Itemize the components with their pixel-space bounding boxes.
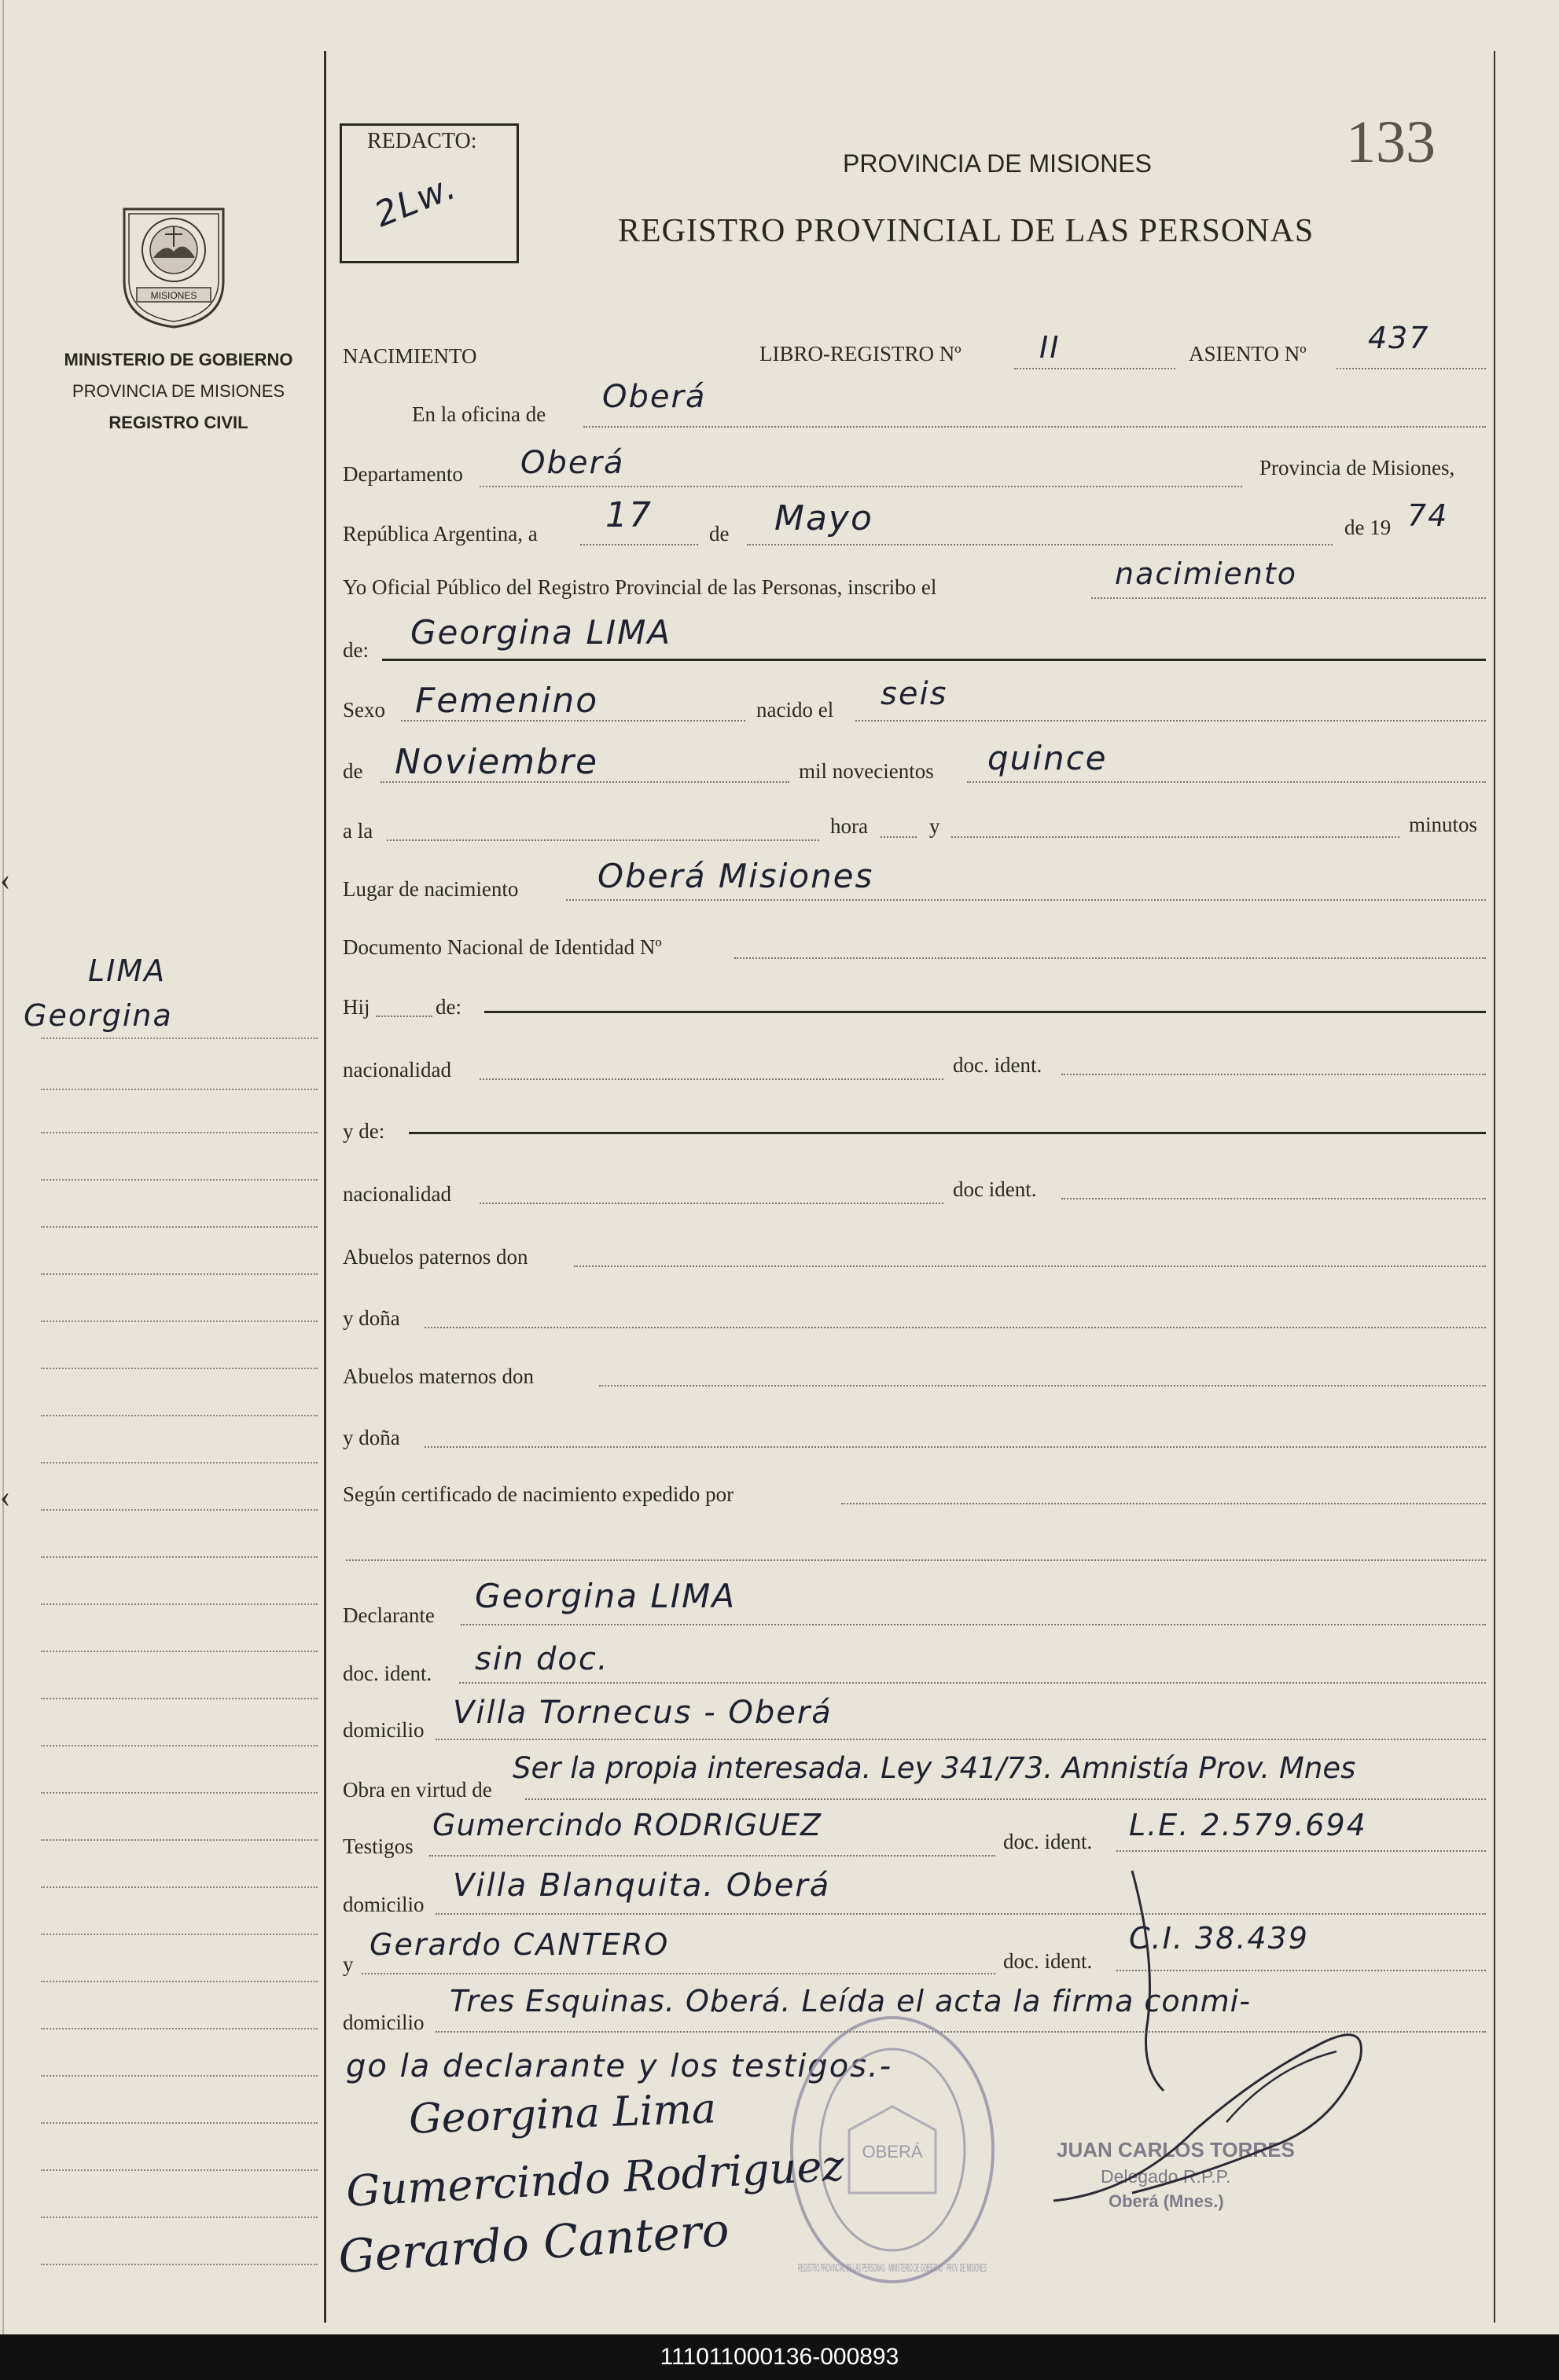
lugar-value: Oberá Misiones (597, 857, 874, 895)
hij-suffix-line (376, 1016, 432, 1017)
margin-line (41, 1089, 318, 1090)
provincia-suffix: Provincia de Misiones, (1259, 456, 1455, 479)
domicilio-t1-label: domicilio (343, 1893, 425, 1916)
stamp-place: Oberá (Mnes.) (1109, 2191, 1224, 2211)
doc-t1-line (1116, 1850, 1486, 1852)
province-crest (118, 195, 230, 330)
testigo2-line (362, 1973, 995, 1974)
margin-line (41, 2122, 318, 2124)
domicilio-t1-value: Villa Blanquita. Oberá (453, 1868, 831, 1904)
page-number: 133 (1346, 109, 1436, 175)
domicilio-value: Villa Tornecus - Oberá (453, 1695, 833, 1731)
hij-de-line (484, 1011, 1486, 1013)
doc-t1-label: doc. ident. (1003, 1830, 1093, 1853)
de-nombre-label: de: (343, 638, 369, 662)
y-dona-label: y doña (343, 1306, 400, 1330)
margin-line (41, 1509, 318, 1511)
margin-tick-mark: ‹ (0, 861, 11, 897)
doc-ident-label-2: doc ident. (953, 1177, 1037, 1201)
de-year-label: de 19 (1344, 516, 1392, 539)
continuation-value: go la declarante y los testigos.- (346, 2048, 893, 2084)
margin-line (41, 2169, 318, 2171)
domicilio-line (436, 1739, 1486, 1740)
redacto-box (340, 123, 519, 263)
mes-nac-value: Noviembre (395, 742, 599, 782)
signature-declarante: Georgina Lima (408, 2085, 717, 2143)
domicilio-t2-value: Tres Esquinas. Oberá. Leída el acta la firma conmi- (450, 1984, 1251, 2018)
doc-ident-line-2 (1061, 1198, 1486, 1199)
margin-line (41, 1556, 318, 1558)
doc-t1-value: L.E. 2.579.694 (1129, 1808, 1367, 1842)
ministry-line1: MINISTERIO DE GOBIERNO (64, 350, 293, 369)
lugar-label: Lugar de nacimiento (343, 877, 519, 901)
doc-ident-label: doc. ident. (953, 1053, 1042, 1077)
nacido-label: nacido el (756, 698, 834, 722)
margin-line (41, 2075, 318, 2077)
testigos-label: Testigos (343, 1835, 414, 1858)
declarante-label: Declarante (343, 1603, 435, 1627)
inscribo-value: nacimiento (1115, 556, 1298, 591)
margin-tick-mark-2: ‹ (0, 1478, 11, 1514)
doc-t2-label: doc. ident. (1003, 1949, 1093, 1973)
header-title: REGISTRO PROVINCIAL DE LAS PERSONAS (618, 213, 1314, 249)
doc-ident-line (1061, 1074, 1486, 1075)
abuelos-maternos-line (599, 1385, 1486, 1386)
nombre-value: Georgina LIMA (410, 613, 672, 652)
obra-value: Ser la propia interesada. Ley 341/73. Amnistía Prov. Mnes (513, 1751, 1356, 1785)
margin-line (41, 1368, 318, 1369)
declarante-line (461, 1624, 1486, 1625)
mil-label: mil novecientos (799, 759, 934, 783)
sexo-value: Femenino (415, 681, 599, 721)
margin-surname: LIMA (88, 953, 167, 988)
mes-line (747, 544, 1333, 545)
margin-line (41, 1981, 318, 1982)
binding-edge (2, 0, 4, 2334)
signature-testigo-1: Gumercindo Rodriguez (344, 2140, 846, 2217)
margin-line (41, 1226, 318, 1228)
oficina-line (583, 426, 1486, 428)
doc-t2-value: C.I. 38.439 (1129, 1921, 1309, 1956)
domicilio-t2-label: domicilio (343, 2011, 425, 2034)
dni-label: Documento Nacional de Identidad Nº (343, 935, 662, 959)
libro-value: II (1039, 330, 1061, 365)
asiento-label: ASIENTO Nº (1189, 342, 1307, 365)
dia-value: 17 (605, 495, 653, 535)
nacionalidad-label-2: nacionalidad (343, 1182, 451, 1206)
act-type-label: NACIMIENTO (343, 344, 477, 368)
nacionalidad-line-2 (480, 1203, 943, 1204)
doc-decl-value: sin doc. (475, 1641, 609, 1677)
hij-de-label: de: (436, 995, 461, 1019)
testigo2-value: Gerardo CANTERO (370, 1927, 670, 1962)
header-province: PROVINCIA DE MISIONES (843, 149, 1152, 178)
departamento-label: Departamento (343, 462, 463, 486)
y-dona-label-2: y doña (343, 1426, 400, 1449)
nacido-line (855, 720, 1486, 722)
margin-line (41, 1320, 318, 1322)
testigo1-line (429, 1855, 995, 1857)
abuelos-paternos-label: Abuelos paternos don (343, 1245, 528, 1269)
nombre-line (382, 659, 1486, 661)
doc-decl-line (459, 1682, 1486, 1684)
margin-line (41, 1651, 318, 1652)
y-t2-label: y (343, 1952, 354, 1976)
margin-line (41, 1415, 318, 1416)
official-seal-center: OBERÁ (862, 2142, 923, 2161)
margin-line (41, 2217, 318, 2218)
oficina-label: En la oficina de (412, 402, 546, 426)
departamento-line (480, 486, 1242, 487)
minutos-label: minutos (1409, 813, 1478, 836)
testigo1-value: Gumercindo RODRIGUEZ (432, 1808, 822, 1842)
stamp-name: JUAN CARLOS TORRES (1057, 2138, 1295, 2161)
margin-line (41, 1792, 318, 1794)
margin-line (41, 1886, 318, 1888)
lugar-line (566, 899, 1486, 901)
margin-line (41, 1603, 318, 1605)
obra-label: Obra en virtud de (343, 1778, 492, 1802)
official-signature (1038, 1863, 1415, 2232)
anio-nac-value: quince (987, 739, 1108, 777)
republica-label: República Argentina, a (343, 522, 538, 545)
departamento-value: Oberá (520, 445, 625, 481)
redacto-label: REDACTO: (367, 129, 477, 153)
libro-label: LIBRO-REGISTRO Nº (759, 342, 962, 365)
oficina-value: Oberá (602, 379, 707, 415)
oficial-text: Yo Oficial Público del Registro Provincial de las Personas, inscribo el (343, 575, 937, 599)
nacionalidad-label: nacionalidad (343, 1058, 451, 1082)
y-de-line (409, 1132, 1486, 1134)
abuelos-paternos-line (574, 1265, 1486, 1267)
asiento-line (1337, 368, 1486, 369)
doc-decl-label: doc. ident. (343, 1662, 432, 1685)
inscribo-line (1091, 597, 1486, 599)
margin-line (41, 2028, 318, 2029)
segun-line-2 (346, 1559, 1486, 1561)
sexo-label: Sexo (343, 698, 385, 722)
stamp-title: Delegado R.P.P. (1101, 2166, 1231, 2187)
dia-line (580, 544, 698, 545)
official-seal-ring-text: REGISTRO PROVINCIAL DE LAS PERSONAS · MINISTERIO DE GOBIERNO · PROV. DE MISIONES (798, 2261, 987, 2275)
de-mes-nac-label: de (343, 759, 363, 783)
margin-given-name: Georgina (24, 998, 173, 1033)
year-value: 74 (1407, 498, 1449, 533)
margin-line (41, 1698, 318, 1699)
minutos-line (951, 836, 1399, 838)
left-column-rule (324, 51, 326, 2323)
segun-line (841, 1503, 1486, 1504)
mes-value: Mayo (774, 498, 873, 538)
margin-line (41, 1273, 318, 1275)
y-label: y (929, 814, 940, 838)
hij-label: Hij (343, 995, 370, 1019)
margin-line (41, 1462, 318, 1464)
libro-line (1014, 368, 1175, 369)
segun-label: Según certificado de nacimiento expedido por (343, 1482, 734, 1506)
ministry-line3: REGISTRO CIVIL (108, 413, 248, 432)
y-de-label: y de: (343, 1119, 385, 1143)
margin-line (41, 1038, 318, 1039)
y-dona-line-2 (425, 1446, 1486, 1448)
signature-testigo-2: Gerardo Cantero (336, 2202, 731, 2284)
margin-line (41, 1132, 318, 1133)
abuelos-maternos-label: Abuelos maternos don (343, 1364, 534, 1388)
ministry-line2: PROVINCIA DE MISIONES (72, 381, 285, 401)
de-label: de (709, 522, 730, 545)
margin-line (41, 1839, 318, 1841)
y-dona-line (425, 1327, 1486, 1328)
a-la-label: a la (343, 819, 373, 843)
right-margin-rule (1494, 51, 1495, 2323)
nacionalidad-line (480, 1078, 943, 1080)
obra-line (525, 1798, 1486, 1800)
asiento-value: 437 (1368, 321, 1430, 355)
declarante-value: Georgina LIMA (475, 1577, 737, 1615)
a-la-line (387, 839, 819, 841)
crest-bottom-text: MISIONES (150, 290, 197, 301)
footer-document-id: 111011000136-000893 (0, 2334, 1559, 2380)
margin-line (41, 1179, 318, 1181)
margin-line (41, 1934, 318, 1935)
anio-nac-line (967, 781, 1486, 783)
hora-label: hora (830, 814, 868, 838)
nacido-value: seis (881, 676, 948, 712)
hora-line (881, 836, 917, 838)
domicilio-label: domicilio (343, 1718, 425, 1742)
dni-line (734, 957, 1486, 959)
margin-line (41, 2264, 318, 2265)
margin-line (41, 1745, 318, 1746)
redacto-value: 2Lw. (369, 166, 463, 236)
